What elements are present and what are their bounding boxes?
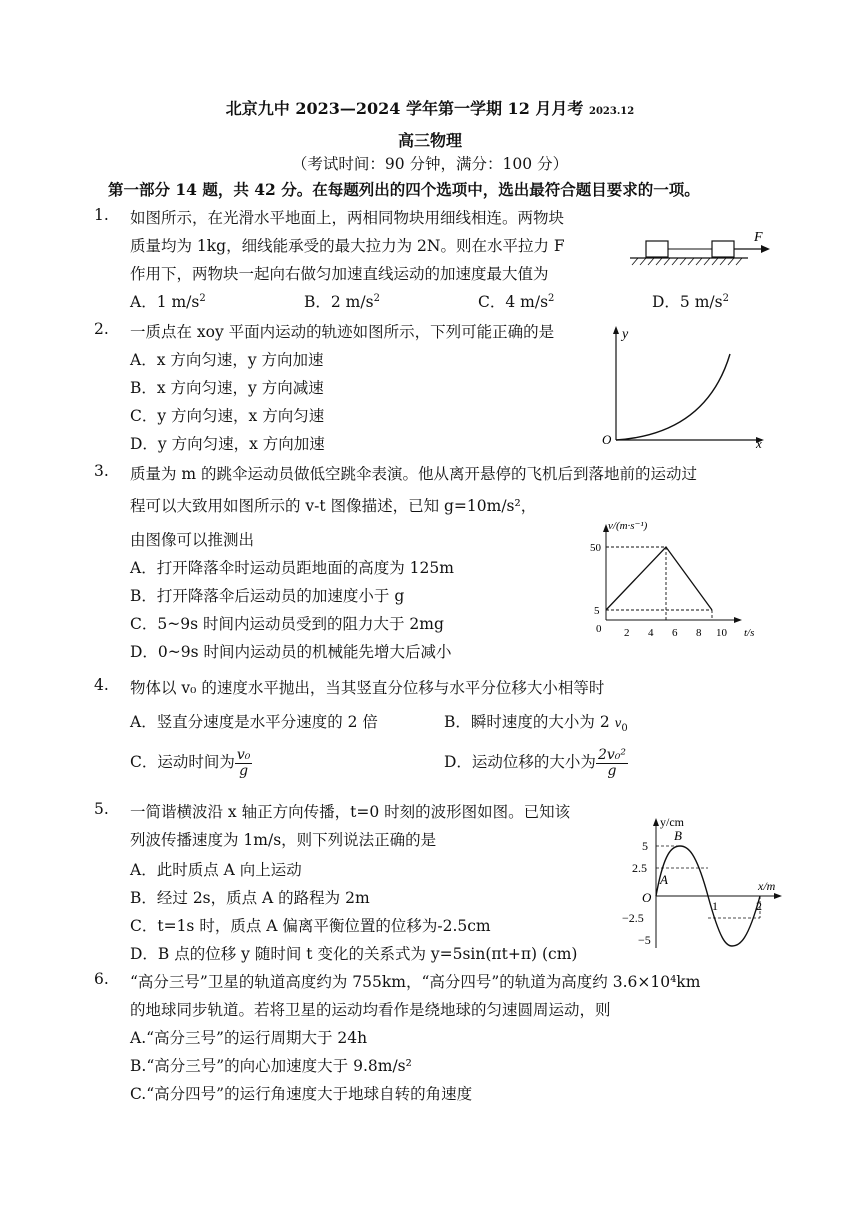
question-stem: 一质点在 xoy 平面内运动的轨迹如图所示，下列可能正确的是	[130, 323, 555, 341]
question-stem-line: 程可以大致用如图所示的 v-t 图像描述，已知 g=10m/s²，	[130, 497, 537, 515]
option-b[interactable]: B．2 $m/s^2$	[304, 292, 380, 311]
question-stem-line: 作用下，两物块一起向右做匀加速直线运动的加速度最大值为	[130, 265, 549, 283]
question-stem-line: 质量均为 1kg，细线能承受的最大拉力为 2N。则在水平拉力 F	[130, 237, 565, 255]
x-label: x	[756, 436, 762, 451]
fraction: $\frac{\text{v₀}}{g}$	[236, 747, 251, 779]
part1-instructions: 第一部分 14 题，共 42 分。在每题列出的四个选项中，选出最符合题目要求的一项。	[108, 180, 700, 199]
exam-title: 北京九中 2023—2024 学年第一学期 12 月月考 2023.12	[225, 99, 635, 118]
question-number: 1.	[94, 206, 109, 224]
option-c[interactable]: C．4 $m/s^2$	[478, 292, 555, 311]
option-b[interactable]: B．经过 2s，质点 A 的路程为 2m	[130, 889, 370, 907]
question-stem-line: 如图所示，在光滑水平地面上，两相同物块用细线相连。两物块	[130, 209, 565, 227]
tick-x1: 1	[712, 899, 718, 913]
trajectory-figure	[596, 322, 768, 452]
force-label: F	[754, 230, 763, 245]
question-stem-line: 质量为 m 的跳伞运动员做低空跳伞表演。他从离开悬停的飞机后到落地前的运动过	[130, 465, 698, 483]
option-c[interactable]: C.“高分四号”的运行角速度大于地球自转的角速度	[130, 1085, 473, 1103]
question-number: 3.	[94, 462, 109, 480]
block-left	[646, 241, 668, 257]
option-d[interactable]: D．运动位移的大小为 $\frac{\text{2v₀²}}{g}$	[444, 747, 626, 779]
tick-x2: 2	[756, 899, 762, 913]
y-label: y	[622, 327, 629, 342]
option-d[interactable]: D．B 点的位移 y 随时间 t 变化的关系式为 y=5sin(πt+π) (cm)	[130, 945, 578, 963]
v-label: v/(m·s⁻¹)	[608, 520, 648, 532]
tick-neg-5: −5	[638, 933, 651, 947]
ground-hatch	[632, 258, 742, 265]
tick-8: 8	[696, 627, 702, 639]
option-c[interactable]: C．y 方向匀速，x 方向匀速	[130, 407, 325, 425]
option-d[interactable]: D．0~9s 时间内运动员的机械能先增大后减小	[130, 643, 452, 661]
vt-graph	[588, 516, 768, 642]
option-c[interactable]: C．运动时间为 $\frac{\text{v₀}}{g}$	[130, 747, 251, 779]
y-label: y/cm	[660, 815, 684, 829]
point-b-label: B	[674, 828, 682, 843]
y-arrow	[653, 818, 659, 826]
x-label: x/m	[758, 879, 776, 893]
question-stem-line: “高分三号”卫星的轨道高度约为 755km，“高分四号”的轨道为高度约 3.6×10⁴km	[130, 973, 701, 991]
tick-6: 6	[672, 627, 678, 639]
tick-2-5: 2.5	[632, 861, 647, 875]
velocity-line	[606, 547, 712, 610]
question-number: 4.	[94, 676, 109, 694]
question-stem-line: 的地球同步轨道。若将卫星的运动均看作是绕地球的匀速圆周运动，则	[130, 1001, 611, 1019]
tick-4: 4	[648, 627, 654, 639]
fraction: $\frac{\text{2v₀²}}{g}$	[597, 747, 626, 779]
option-d[interactable]: D．y 方向匀速，x 方向加速	[130, 435, 325, 453]
question-stem-line: 一简谐横波沿 x 轴正方向传播，t=0 时刻的波形图如图。已知该	[130, 803, 571, 821]
tick-neg-2-5: −2.5	[622, 911, 644, 925]
blocks-figure	[628, 225, 778, 271]
option-b[interactable]: B．x 方向匀速，y 方向减速	[130, 379, 324, 397]
question-number: 2.	[94, 320, 109, 338]
option-c[interactable]: C．5~9s 时间内运动员受到的阻力大于 2mg	[130, 615, 444, 633]
tick-50: 50	[590, 542, 601, 554]
wave-graph	[614, 812, 786, 952]
tick-5: 5	[642, 839, 648, 853]
option-c[interactable]: C．t=1s 时，质点 A 偏离平衡位置的位移为-2.5cm	[130, 917, 491, 935]
block-right	[712, 241, 734, 257]
question-stem-line: 列波传播速度为 1m/s，则下列说法正确的是	[130, 831, 437, 849]
t-label: t/s	[744, 627, 755, 639]
question-stem: 物体以 v₀ 的速度水平抛出，当其竖直分位移与水平分位移大小相等时	[130, 679, 605, 697]
origin-label: O	[602, 432, 612, 447]
option-a[interactable]: A．打开降落伞时运动员距地面的高度为 125m	[130, 559, 454, 577]
subject-title: 高三物理	[397, 131, 462, 150]
trajectory-curve	[616, 354, 730, 440]
tick-0: 0	[596, 623, 602, 635]
option-b[interactable]: B．打开降落伞后运动员的加速度小于 g	[130, 587, 405, 605]
question-stem-line: 由图像可以推测出	[130, 531, 255, 549]
option-a[interactable]: A．1 $m/s^2$	[130, 292, 206, 311]
origin-label: O	[642, 890, 652, 905]
arrow-head	[761, 245, 770, 253]
option-a[interactable]: A.“高分三号”的运行周期大于 24h	[130, 1029, 368, 1047]
question-number: 5.	[94, 800, 109, 818]
exam-date: 2023.12	[588, 106, 635, 117]
y-arrow	[613, 326, 619, 334]
tick-10: 10	[716, 627, 727, 639]
option-b[interactable]: B.“高分三号”的向心加速度大于 9.8m/s²	[130, 1057, 412, 1075]
option-b[interactable]: B．瞬时速度的大小为 2 $v_0$	[444, 713, 628, 735]
question-number: 6.	[94, 970, 109, 988]
exam-info: （考试时间：90 分钟，满分：100 分）	[291, 155, 569, 173]
option-a[interactable]: A．此时质点 A 向上运动	[130, 861, 302, 879]
option-d[interactable]: D．5 $m/s^2$	[652, 292, 729, 311]
t-arrow	[734, 617, 742, 623]
x-arrow	[774, 893, 782, 899]
tick-5: 5	[594, 605, 600, 617]
tick-2: 2	[624, 627, 630, 639]
option-a[interactable]: A．竖直分速度是水平分速度的 2 倍	[130, 713, 378, 731]
point-a-label: A	[660, 872, 668, 887]
option-a[interactable]: A．x 方向匀速，y 方向加速	[130, 351, 324, 369]
